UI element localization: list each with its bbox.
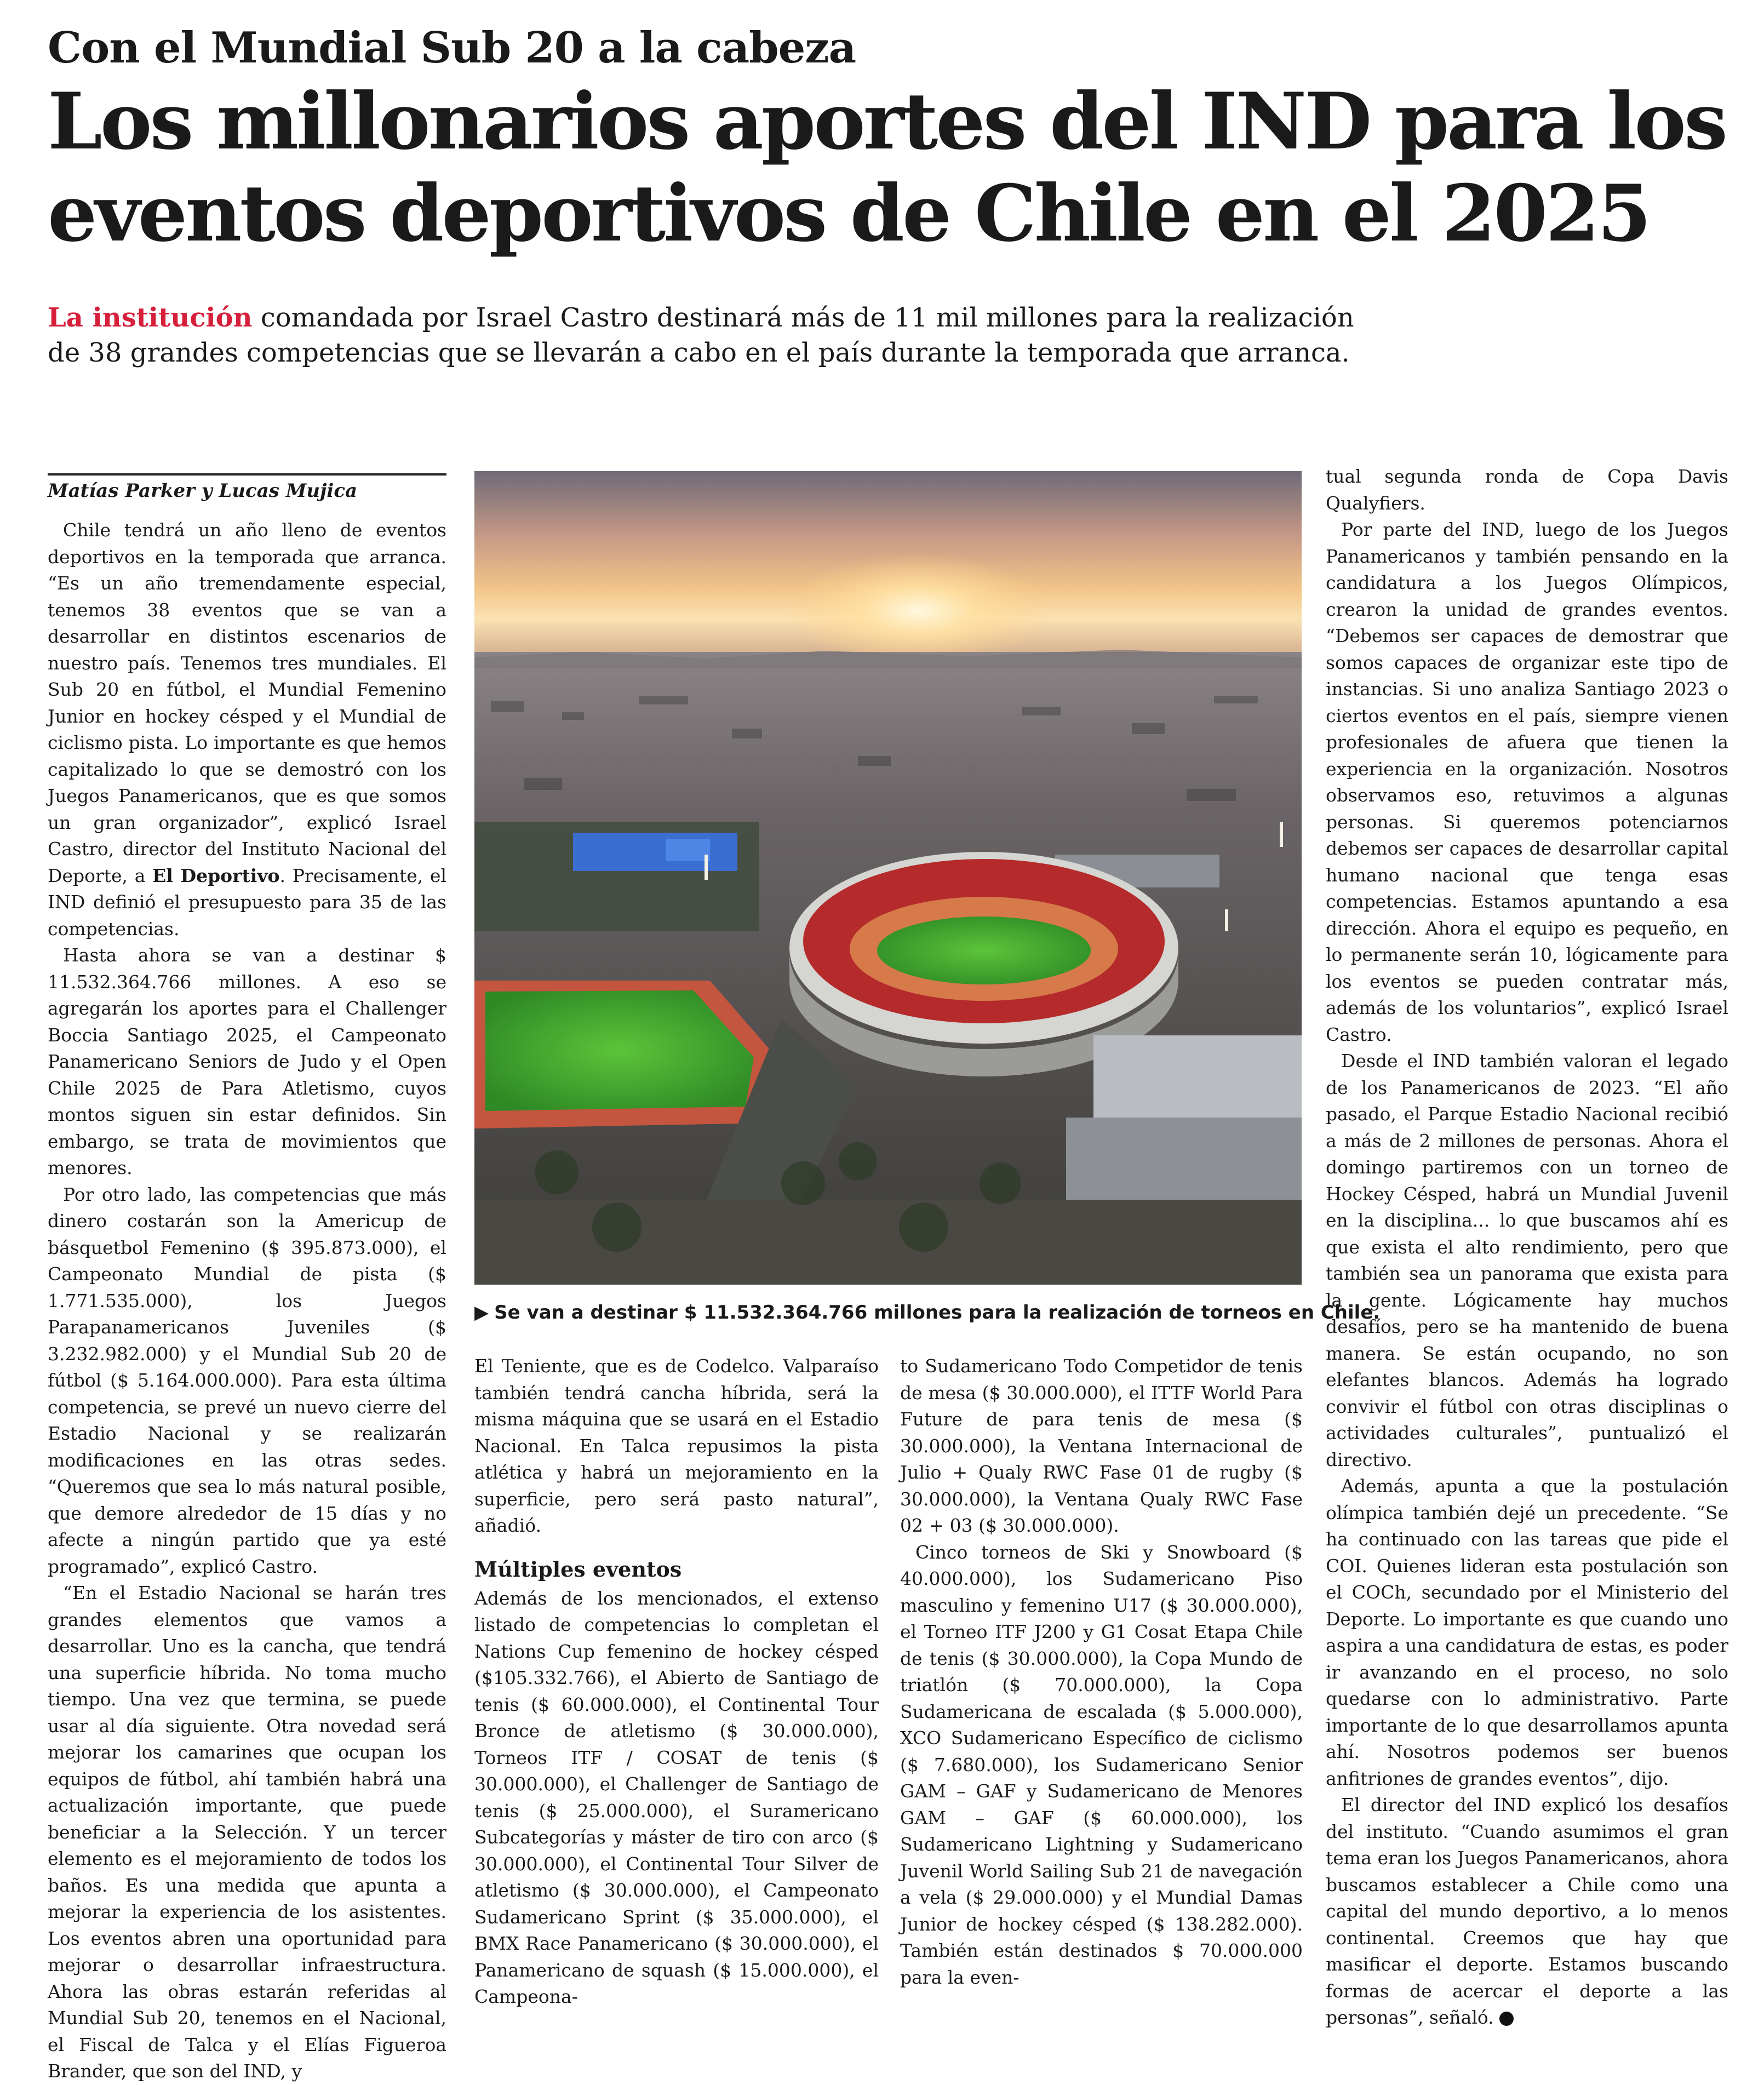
caption-text: Se van a destinar $ 11.532.364.766 millones para la realización de torneos en Chile. [494, 1302, 1381, 1324]
paragraph: Por parte del IND, luego de los Juegos Panamericanos y también pensando en la candidatura a los Juegos Olímpicos, crearon la unidad de grandes eventos. “Debemos ser capaces de demostrar que somos capaces de organizar este tipo de instancias. Si uno analiza Santiago 2023 o ciertos eventos en el país, siempre vienen profesionales de afuera que tienen la experiencia en la organización. Nosotros observamos eso, retuvimos a algunas personas. Si queremos potenciarnos debemos ser capaces de desarrollar capital humano nacional que tenga esas competencias. Estamos apuntando a esa dirección. Ahora el equipo es pequeño, en lo permanente serán 10, lógicamente para los eventos se pueden contratar más, además de los voluntarios”, explicó Israel Castro. [1326, 519, 1728, 1045]
paragraph: Por otro lado, las competencias que más dinero costarán son la Americup de básquetbol Femenino ($ 395.873.000), el Campeonato Mundial de pista ($ 1.771.535.000), los Juegos Parapanamericanos Juveniles ($ 3.232.982.000) y el Mundial Sub 20 de fútbol ($ 5.164.000.000). Para esta última competencia, se prevé un nuevo cierre del Estadio Nacional y se realizarán modificaciones en las otras sedes. “Queremos que sea lo más natural posible, que demore alrededor de 15 días y no afecte a ningún partido que ya esté programado”, explicó Castro. [48, 1183, 446, 1577]
play-triangle-icon: ▶ [474, 1302, 489, 1324]
article-column-4 [1326, 463, 1728, 2028]
section-subhead: Múltiples eventos [474, 1556, 682, 1582]
paragraph-text: . Precisamente, el IND definió el presupuesto para 35 de las competencias. [48, 864, 446, 940]
paragraph: Cinco torneos de Ski y Snowboard ($ 40.000.000), los Sudamericano Piso masculino y femenino U17 ($ 30.000.000), el Torneo ITF J200 y G1 Cosat Etapa Chile de tenis ($ 30.000.000), la Copa Mundo de triatlón ($ 70.000.000), la Copa Sudamericana de escalada ($ 5.000.000), XCO Sudamericano Específico de ciclismo ($ 7.680.000), los Sudamericano Senior GAM – GAF y Sudamericano de Menores GAM – GAF ($ 60.000.000), los Sudamericano Lightning y Sudamericano Juvenil World Sailing Sub 21 de navegación a vela ($ 29.000.000) y el Mundial Damas Junior de hockey césped ($ 138.282.000). También están destinados $ 70.000.000 para la even- [900, 1541, 1303, 1988]
paragraph: tual segunda ronda de Copa Davis Qualyfiers. [1326, 466, 1728, 514]
paragraph-text: El director del IND explicó los desafíos del instituto. “Cuando asumimos el gran tema eran los Juegos Panamericanos, ahora buscamos establecer a Chile como una capital del mundo deportivo, a lo menos continental. Creemos que hay que masificar el deporte. Estamos buscando formas de acercar el deporte a las personas”, señaló. [1326, 1794, 1728, 2028]
photo-caption [474, 1300, 1381, 1325]
article-column-3 [900, 1353, 1303, 2010]
article-headline [48, 76, 1735, 260]
deck-text: comandada por Israel Castro destinará más de 11 mil millones para la realización de 38 grandes competencias que se llevarán a cabo en el país durante la temporada que arranca. [48, 302, 1354, 368]
paragraph: Desde el IND también valoran el legado de los Panamericanos de 2023. “El año pasado, el Parque Estadio Nacional recibió a más de 2 millones de personas. Ahora el domingo partiremos con un torneo de Hockey Césped, habrá un Mundial Juvenil en la disciplina... lo que buscamos ahí es que exista el alto rendimiento, pero que también sea un panorama que exista para la gente. Lógicamente hay muchos desafíos, pero se ha mantenido de buena manera. Se están ocupando, no son elefantes blancos. Además ha logrado convivir el fútbol con otras disciplinas o actividades culturales”, puntualizó el directivo. [1326, 1050, 1728, 1470]
article-column-2 [474, 1353, 879, 2010]
paragraph [1326, 1792, 1728, 2031]
paragraph-text: Chile tendrá un año lleno de eventos deportivos en la temporada que arranca. “Es un año tremendamente especial, tenemos 38 eventos que se van a desarrollar en distintos escenarios de nuestro país. Tenemos tres mundiales. El Sub 20 en fútbol, el Mundial Femenino Junior en hockey césped y el Mundial de ciclismo pista. Lo importante es que hemos capitalizado lo que se demostró con los Juegos Panamericanos, que es que somos un gran organizador”, explicó Israel Castro, director del Instituto Nacional del Deporte, a [48, 519, 446, 886]
headline-line-1: Los millonarios aportes del IND para los [48, 76, 1726, 167]
headline-line-2: eventos deportivos de Chile en el 2025 [48, 168, 1650, 259]
paragraph: Además de los mencionados, el extenso listado de competencias lo completan el Nations Cup femenino de hockey césped ($105.332.766), el Abierto de Santiago de tenis ($ 60.000.000), el Continental Tour Bronce de atletismo ($ 30.000.000), Torneos ITF / COSAT de tenis ($ 30.000.000), el Challenger de Santiago de tenis ($ 25.000.000), el Suramericano Subcategorías y máster de tiro con arco ($ 30.000.000), el Continental Tour Silver de atletismo ($ 30.000.000), el Campeonato Sudamericano Sprint ($ 35.000.000), el BMX Race Panamericano ($ 30.000.000), el Panamericano de squash ($ 15.000.000), el Campeona- [474, 1587, 879, 2007]
stadium-aerial-photo [474, 471, 1302, 1285]
end-of-article-icon [1499, 2012, 1514, 2026]
publication-name: El Deportivo [152, 864, 280, 886]
paragraph: Además, apunta a que la postulación olímpica también dejé un precedente. “Se ha continuado con las tareas que pide el COI. Quienes lideran esta postulación son el COCh, secundado por el Ministerio del Deporte. Lo importante es que cuando uno aspira a una candidatura de estas, es poder ir avanzando en el proceso, no solo quedarse con lo administrativo. Parte importante de lo que desarrollamos apunta ahí. Nosotros podemos ser buenos anfitriones de grandes eventos”, dijo. [1326, 1475, 1728, 1789]
article-deck [48, 300, 1373, 370]
paragraph: “En el Estadio Nacional se harán tres grandes elementos que vamos a desarrollar. Uno es la cancha, que tendrá una superficie híbrida. No toma mucho tiempo. Una vez que termina, se puede usar al día siguiente. Otra novedad será mejorar los camarines que ocupan los equipos de fútbol, ahí también habrá una actualización importante, que puede beneficiar a la Selección. Y un tercer elemento es el mejoramiento de todos los baños. Es una medida que apunta a mejorar la experiencia de los asistentes. Los eventos abren una oportunidad para mejorar o desarrollar infraestructura. Ahora las obras estarán referidas al Mundial Sub 20, tenemos en el Nacional, el Fiscal de Talca y el Elías Figueroa Brander, que son del IND, y [48, 1582, 446, 2082]
article-kicker: Con el Mundial Sub 20 a la cabeza [48, 23, 856, 73]
deck-lead: La institución [48, 302, 253, 333]
paragraph [48, 517, 446, 942]
paragraph: Hasta ahora se van a destinar $ 11.532.364.766 millones. A eso se agregarán los aportes para el Challenger Boccia Santiago 2025, el Campeonato Panamericano Seniors de Judo y el Open Chile 2025 de Para Atletismo, cuyos montos siguen sin estar definidos. Sin embargo, se trata de movimientos que menores. [48, 944, 446, 1178]
paragraph: to Sudamericano Todo Competidor de tenis de mesa ($ 30.000.000), el ITTF World Para Future de para tenis de mesa ($ 30.000.000), la Ventana Internacional de Julio + Qualy RWC Fase 01 de rugby ($ 30.000.000), la Ventana Qualy RWC Fase 02 + 03 ($ 30.000.000). [900, 1355, 1303, 1536]
article-column-1 [48, 517, 446, 2082]
article-byline: Matías Parker y Lucas Mujica [48, 473, 446, 502]
stadium-aerial-image [474, 471, 1302, 1285]
paragraph: El Teniente, que es de Codelco. Valparaíso también tendrá cancha híbrida, será la misma máquina que se usará en el Estadio Nacional. En Talca repusimos la pista atlética y habrá un mejoramiento en la superficie, pero será pasto natural”, añadió. [474, 1355, 879, 1536]
